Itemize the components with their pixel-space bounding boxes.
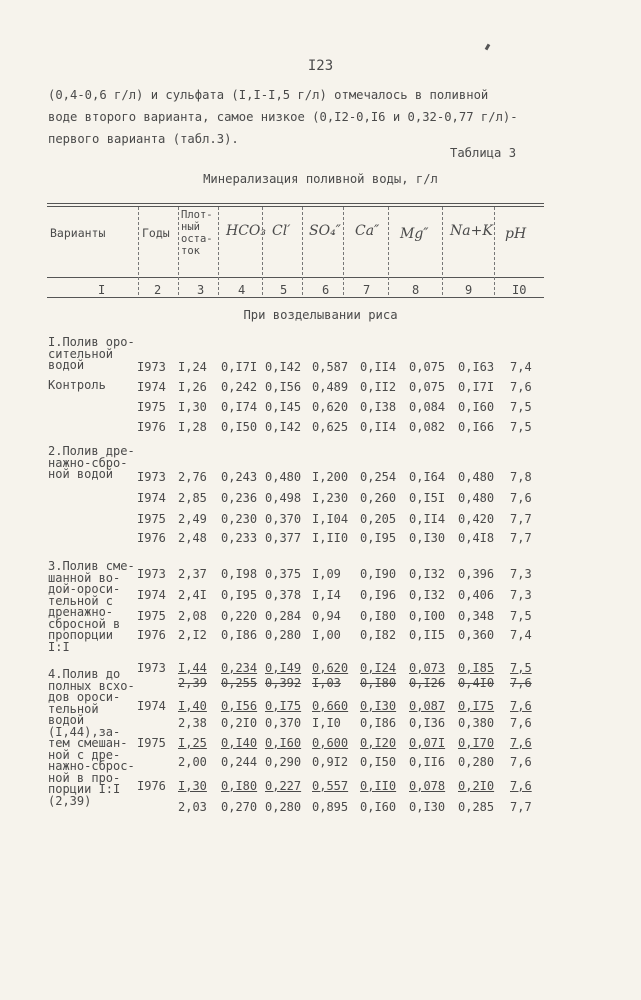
year-cell: I973 [137, 567, 166, 581]
table-cell: 0,I40 [221, 736, 258, 750]
table-cell: 0,I98 [221, 567, 258, 581]
table-cell: 0,380 [458, 716, 495, 730]
table-cell: 0,378 [265, 588, 302, 602]
table-cell: I,200 [312, 470, 349, 484]
table-cell: 0,2I0 [221, 716, 258, 730]
year-cell: I976 [137, 531, 166, 545]
table-cell: 0,I30 [409, 800, 446, 814]
table-cell: 2,39 [178, 676, 207, 690]
table-cell: 0,I50 [221, 420, 258, 434]
table-cell: 7,5 [510, 609, 532, 623]
header-years: Годы [142, 226, 170, 240]
column-number: 8 [412, 283, 420, 297]
table-cell: 0,480 [265, 470, 302, 484]
header-residue: Плот- ный оста- ток [181, 209, 213, 257]
table-cell: 0,233 [221, 531, 258, 545]
year-cell: I976 [137, 628, 166, 642]
year-cell: I975 [137, 609, 166, 623]
table-cell: 0,078 [409, 779, 446, 793]
year-cell: I975 [137, 512, 166, 526]
table-caption: Минерализация поливной воды, г/л [203, 172, 438, 186]
table-cell: 0,94 [312, 609, 341, 623]
variant-label: 4.Полив до полных всхо- дов ороси- тельной водой (I,44),за- тем смешан- ной с дре- нажно-сброс- ной в про- порции I:I (2,39) [48, 667, 135, 808]
year-cell: I974 [137, 699, 166, 713]
table-cell: 2,08 [178, 609, 207, 623]
table-cell: 0,I86 [360, 716, 397, 730]
table-cell: 7,7 [510, 531, 532, 545]
table-cell: 7,6 [510, 380, 532, 394]
column-number: 3 [197, 283, 205, 297]
table-cell: 0,II6 [409, 755, 446, 769]
table-cell: I,24 [178, 360, 207, 374]
table-cell: 0,I95 [360, 531, 397, 545]
table-cell: 0,220 [221, 609, 258, 623]
section-title: При возделывании риса [243, 308, 398, 322]
table-cell: 0,I96 [360, 588, 397, 602]
table-cell: 0,I60 [458, 400, 495, 414]
table-cell: 7,6 [510, 491, 532, 505]
table-cell: 0,I49 [265, 661, 302, 675]
col-separator [442, 207, 443, 295]
year-cell: I973 [137, 470, 166, 484]
column-number: I0 [512, 283, 527, 297]
table-cell: 0,254 [360, 470, 397, 484]
intro-paragraph [48, 84, 608, 150]
table-cell: 0,290 [265, 755, 302, 769]
table-cell: 0,392 [265, 676, 302, 690]
table-cell: 0,I26 [409, 676, 446, 690]
table-cell: 0,255 [221, 676, 258, 690]
table-cell: 0,I20 [360, 736, 397, 750]
table-top-rule [47, 203, 544, 207]
table-cell: 2,37 [178, 567, 207, 581]
table-cell: 7,5 [510, 661, 532, 675]
page-number: I23 [307, 58, 334, 74]
table-cell: 0,660 [312, 699, 349, 713]
table-cell: I,I4 [312, 588, 341, 602]
table-cell: I,28 [178, 420, 207, 434]
pen-mark [485, 44, 491, 51]
table-cell: 0,348 [458, 609, 495, 623]
column-number: 9 [465, 283, 473, 297]
table-cell: 0,I38 [360, 400, 397, 414]
year-cell: I975 [137, 736, 166, 750]
table-cell: I,I0 [312, 716, 341, 730]
table-cell: 0,I5I [409, 491, 446, 505]
table-cell: 0,073 [409, 661, 446, 675]
table-cell: 7,6 [510, 779, 532, 793]
table-cell: 0,I24 [360, 661, 397, 675]
table-cell: I,44 [178, 661, 207, 675]
table-cell: 7,7 [510, 800, 532, 814]
table-cell: 0,370 [265, 716, 302, 730]
table-cell: I,I04 [312, 512, 349, 526]
table-cell: 0,280 [265, 628, 302, 642]
table-cell: 0,I75 [458, 699, 495, 713]
table-cell: 2,00 [178, 755, 207, 769]
table-cell: 2,48 [178, 531, 207, 545]
table-cell: 0,I86 [221, 628, 258, 642]
table-cell: 7,4 [510, 628, 532, 642]
table-cell: 2,76 [178, 470, 207, 484]
table-cell: 0,I30 [360, 699, 397, 713]
table-cell: I,30 [178, 779, 207, 793]
header-na-k: Na+K [450, 223, 493, 239]
table-cell: 0,087 [409, 699, 446, 713]
table-cell: 7,6 [510, 699, 532, 713]
intro-line: (0,4-0,6 г/л) и сульфата (I,I-I,5 г/л) отмечалось в поливной [48, 88, 489, 102]
header-rule [47, 277, 544, 278]
table-cell: 0,480 [458, 470, 495, 484]
table-cell: 0,205 [360, 512, 397, 526]
table-cell: 0,I90 [360, 567, 397, 581]
table-cell: 0,242 [221, 380, 258, 394]
table-cell: 0,I32 [409, 588, 446, 602]
table-cell: 0,I70 [458, 736, 495, 750]
table-cell: 0,243 [221, 470, 258, 484]
table-cell: 0,375 [265, 567, 302, 581]
table-cell: 0,280 [265, 800, 302, 814]
variant-label: 3.Полив сме- шанной во- дой-ороси- тельной с дренажно- сбросной в пропорции I:I [48, 559, 135, 654]
header-ca: Ca″ [355, 223, 380, 239]
table-cell: 0,420 [458, 512, 495, 526]
col-separator [343, 207, 344, 295]
table-cell: 0,236 [221, 491, 258, 505]
year-cell: I976 [137, 779, 166, 793]
intro-line: воде второго варианта, самое низкое (0,I2-0,I6 и 0,32-0,77 г/л)- [48, 110, 518, 124]
header-cl: Cl′ [272, 223, 291, 239]
col-separator [138, 207, 139, 295]
table-label: Таблица 3 [450, 146, 517, 160]
table-cell: 0,I7I [458, 380, 495, 394]
column-number: 6 [322, 283, 330, 297]
table-cell: 0,I30 [409, 531, 446, 545]
table-cell: 7,6 [510, 716, 532, 730]
table-cell: I,25 [178, 736, 207, 750]
table-cell: 7,6 [510, 676, 532, 690]
intro-line: первого варианта (табл.3). [48, 132, 239, 146]
table-cell: 0,I32 [409, 567, 446, 581]
table-cell: 0,498 [265, 491, 302, 505]
table-cell: 0,075 [409, 360, 446, 374]
table-cell: 2,38 [178, 716, 207, 730]
variant-label: 2.Полив дре- нажно-сбро- ной водой [48, 444, 135, 481]
header-hco3: HCO₃ [226, 223, 267, 239]
year-cell: I973 [137, 661, 166, 675]
year-cell: I974 [137, 588, 166, 602]
table-cell: 0,284 [265, 609, 302, 623]
table-cell: 0,370 [265, 512, 302, 526]
table-cell: 0,07I [409, 736, 446, 750]
table-cell: 0,244 [221, 755, 258, 769]
column-number: 5 [280, 283, 288, 297]
col-separator [388, 207, 389, 295]
table-cell: 0,396 [458, 567, 495, 581]
table-cell: I,09 [312, 567, 341, 581]
table-cell: 0,I56 [265, 380, 302, 394]
table-cell: 0,489 [312, 380, 349, 394]
table-cell: 7,6 [510, 755, 532, 769]
variant-sublabel: Контроль [48, 378, 106, 392]
table-cell: 0,234 [221, 661, 258, 675]
table-cell: 0,II4 [360, 360, 397, 374]
table-cell: 0,I80 [360, 676, 397, 690]
column-number: 4 [238, 283, 246, 297]
year-cell: I973 [137, 360, 166, 374]
table-cell: 0,377 [265, 531, 302, 545]
table-cell: 0,I63 [458, 360, 495, 374]
table-cell: 0,II4 [409, 512, 446, 526]
table-cell: 0,4I8 [458, 531, 495, 545]
table-cell: 0,4I0 [458, 676, 495, 690]
table-cell: 0,I80 [360, 609, 397, 623]
table-cell: I,II0 [312, 531, 349, 545]
column-number: I [98, 283, 106, 297]
table-cell: 0,285 [458, 800, 495, 814]
table-cell: 0,587 [312, 360, 349, 374]
table-cell: 0,082 [409, 420, 446, 434]
header-mg: Mg″ [400, 226, 429, 242]
variant-label: I.Полив оро- сительной водой [48, 335, 135, 372]
col-separator [302, 207, 303, 295]
table-cell: 0,625 [312, 420, 349, 434]
column-number: 7 [363, 283, 371, 297]
table-cell: 0,I82 [360, 628, 397, 642]
table-cell: 0,I74 [221, 400, 258, 414]
col-separator [218, 207, 219, 295]
col-separator [178, 207, 179, 295]
table-cell: 7,5 [510, 400, 532, 414]
table-cell: 0,270 [221, 800, 258, 814]
table-cell: 0,I80 [221, 779, 258, 793]
table-cell: 0,I64 [409, 470, 446, 484]
table-cell: 7,3 [510, 588, 532, 602]
table-cell: 7,3 [510, 567, 532, 581]
table-cell: 2,I2 [178, 628, 207, 642]
table-cell: 0,I66 [458, 420, 495, 434]
year-cell: I976 [137, 420, 166, 434]
table-cell: 0,280 [458, 755, 495, 769]
table-cell: I,03 [312, 676, 341, 690]
table-cell: 0,075 [409, 380, 446, 394]
table-cell: 0,557 [312, 779, 349, 793]
table-cell: 0,600 [312, 736, 349, 750]
year-cell: I975 [137, 400, 166, 414]
table-cell: 2,03 [178, 800, 207, 814]
table-cell: 0,I60 [265, 736, 302, 750]
table-cell: 0,260 [360, 491, 397, 505]
table-cell: 0,I42 [265, 420, 302, 434]
table-cell: 0,I45 [265, 400, 302, 414]
table-cell: 0,227 [265, 779, 302, 793]
header-ph: pH [505, 226, 527, 242]
table-cell: 0,I42 [265, 360, 302, 374]
table-cell: 0,084 [409, 400, 446, 414]
table-cell: I,00 [312, 628, 341, 642]
table-cell: 7,5 [510, 420, 532, 434]
table-cell: 2,49 [178, 512, 207, 526]
table-cell: 0,895 [312, 800, 349, 814]
table-cell: 0,I56 [221, 699, 258, 713]
header-variants: Варианты [50, 226, 106, 240]
table-cell: 0,620 [312, 400, 349, 414]
table-cell: 0,I95 [221, 588, 258, 602]
table-cell: 0,620 [312, 661, 349, 675]
table-cell: 0,9I2 [312, 755, 349, 769]
table-cell: 2,4I [178, 588, 207, 602]
numbers-rule [47, 297, 544, 298]
table-cell: I,26 [178, 380, 207, 394]
table-cell: 0,I85 [458, 661, 495, 675]
table-cell: 0,II5 [409, 628, 446, 642]
table-cell: 0,II2 [360, 380, 397, 394]
table-cell: 7,4 [510, 360, 532, 374]
table-cell: 0,480 [458, 491, 495, 505]
table-cell: I,30 [178, 400, 207, 414]
table-cell: 0,II0 [360, 779, 397, 793]
year-cell: I974 [137, 491, 166, 505]
table-cell: 0,2I0 [458, 779, 495, 793]
table-cell: I,230 [312, 491, 349, 505]
table-cell: 0,230 [221, 512, 258, 526]
header-so4: SO₄″ [309, 223, 341, 239]
table-cell: 0,I36 [409, 716, 446, 730]
table-cell: 7,8 [510, 470, 532, 484]
table-cell: 0,II4 [360, 420, 397, 434]
table-cell: 2,85 [178, 491, 207, 505]
table-cell: 7,7 [510, 512, 532, 526]
year-cell: I974 [137, 380, 166, 394]
table-cell: 0,I75 [265, 699, 302, 713]
table-cell: 0,406 [458, 588, 495, 602]
table-cell: 0,I00 [409, 609, 446, 623]
table-cell: 0,I60 [360, 800, 397, 814]
table-cell: 7,6 [510, 736, 532, 750]
table-cell: 0,I50 [360, 755, 397, 769]
table-cell: 0,360 [458, 628, 495, 642]
col-separator [262, 207, 263, 295]
table-cell: I,40 [178, 699, 207, 713]
table-cell: 0,I7I [221, 360, 258, 374]
col-separator [494, 207, 495, 295]
column-number: 2 [154, 283, 162, 297]
